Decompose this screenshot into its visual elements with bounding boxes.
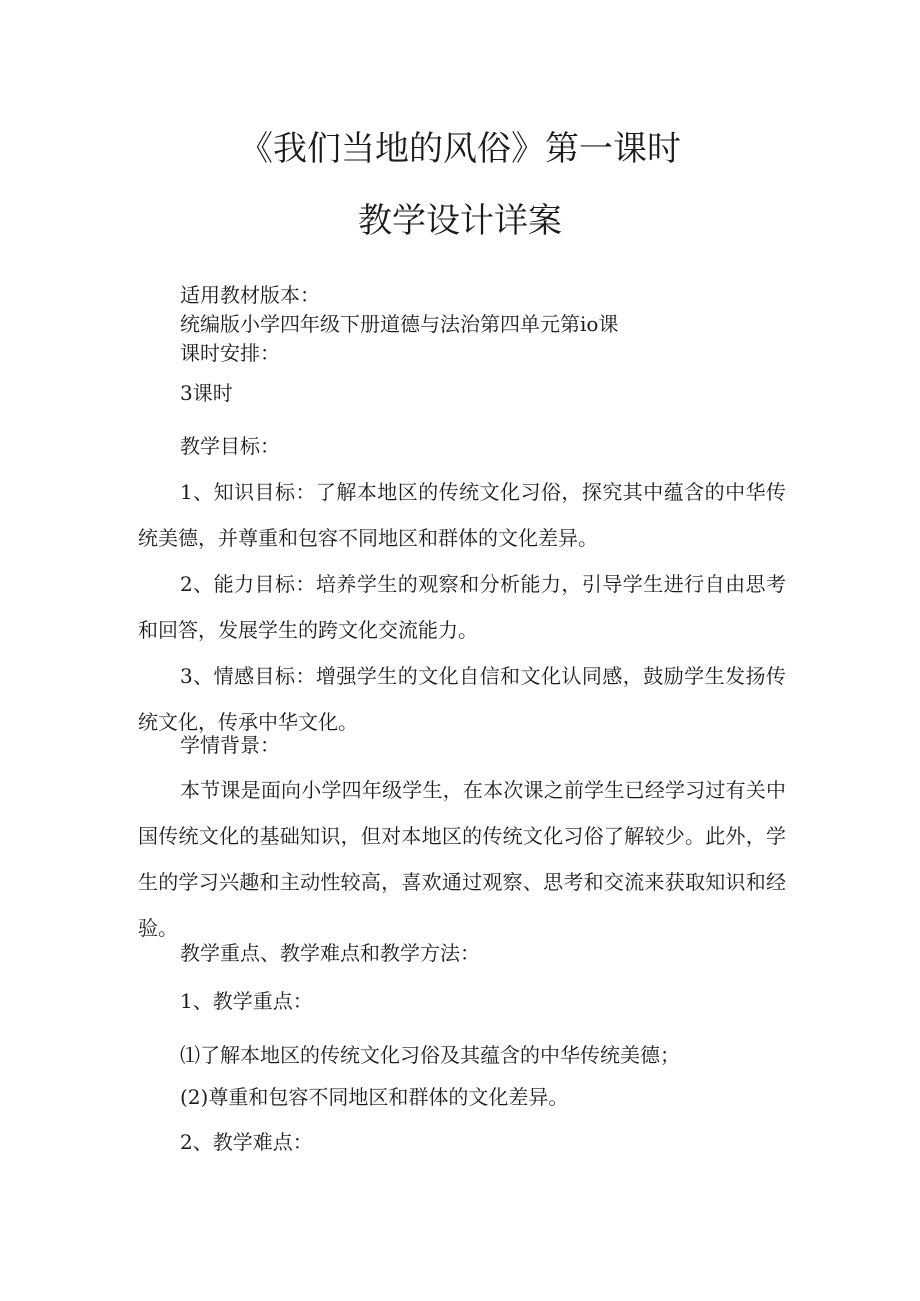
document-title: 《我们当地的风俗》第一课时	[239, 129, 681, 169]
schedule-value: 3课时	[180, 381, 233, 405]
difficulties-heading: 2、教学难点：	[180, 1130, 313, 1154]
objectives-heading: 教学目标：	[180, 434, 280, 458]
methods-heading: 教学重点、教学难点和教学方法：	[180, 941, 480, 965]
textbook-label: 适用教材版本：	[180, 283, 320, 307]
objective-emotion: 3、情感目标：增强学生的文化自信和文化认同感，鼓励学生发扬传统文化，传承中华文化。	[138, 664, 786, 734]
objective-knowledge: 1、知识目标：了解本地区的传统文化习俗，探究其中蕴含的中华传统美德，并尊重和包容不同地区和群体的文化差异。	[138, 480, 786, 550]
document-subtitle: 教学设计详案	[358, 201, 562, 241]
key-points-heading: 1、教学重点：	[180, 989, 313, 1013]
objective-ability: 2、能力目标：培养学生的观察和分析能力，引导学生进行自由思考和回答，发展学生的跨文化交流能力。	[138, 572, 786, 642]
schedule-label: 课时安排：	[180, 341, 280, 365]
key-point-1: ⑴了解本地区的传统文化习俗及其蕴含的中华传统美德；	[180, 1043, 680, 1067]
textbook-value: 统编版小学四年级下册道德与法治第四单元第io课	[180, 312, 619, 336]
key-point-2: (2)尊重和包容不同地区和群体的文化差异。	[180, 1085, 569, 1109]
background-heading: 学情背景：	[180, 733, 280, 757]
background-paragraph: 本节课是面向小学四年级学生，在本次课之前学生已经学习过有关中国传统文化的基础知识，但对本地区的传统文化习俗了解较少。此外，学生的学习兴趣和主动性较高，喜欢通过观察、思考和交流来获取知识和经验。	[138, 778, 786, 940]
